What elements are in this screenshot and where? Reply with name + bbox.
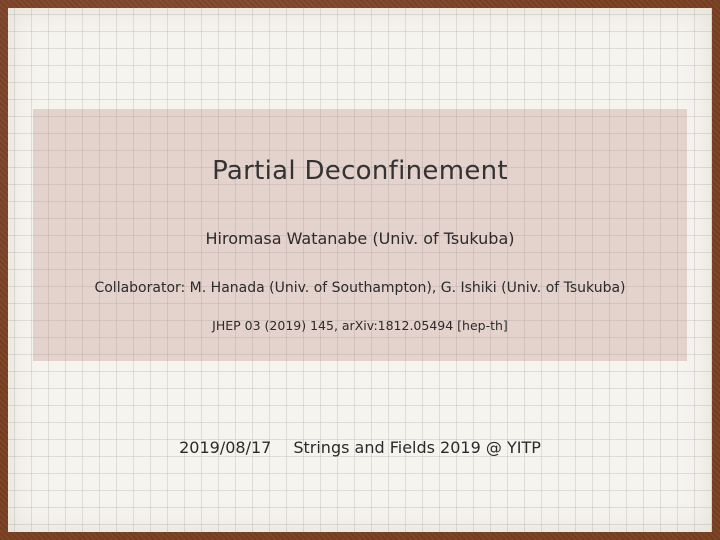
author-line: Hiromasa Watanabe (Univ. of Tsukuba) [205,229,515,248]
reference-line: JHEP 03 (2019) 145, arXiv:1812.05494 [hep-th] [212,318,508,333]
event-name: Strings and Fields 2019 @ YITP [293,438,541,457]
slide-title: Partial Deconfinement [212,156,508,186]
collaborator-line: Collaborator: M. Hanada (Univ. of Southampton), G. Ishiki (Univ. of Tsukuba) [94,280,626,296]
footer [8,438,712,457]
slide-paper [8,8,712,532]
presentation-date: 2019/08/17 [179,438,272,457]
